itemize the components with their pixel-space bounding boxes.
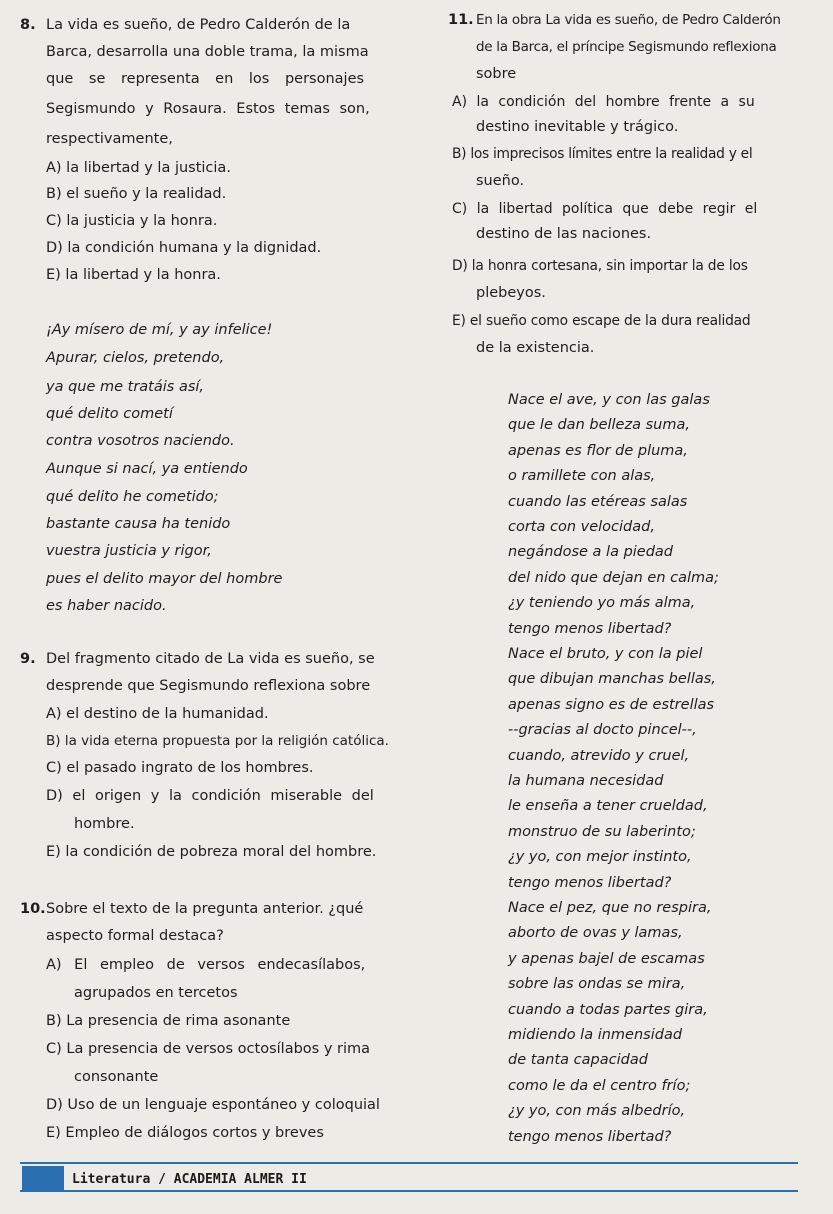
option-b[interactable]: B) los imprecisos límites entre la realidad y el bbox=[452, 146, 753, 162]
option-a[interactable]: A) la libertad y la justicia. bbox=[46, 160, 231, 176]
option-d[interactable]: D) la condición humana y la dignidad. bbox=[46, 240, 322, 256]
footer-rule-bottom bbox=[20, 1190, 798, 1192]
poem-line: apenas es flor de pluma, bbox=[508, 442, 688, 459]
poem-line: monstruo de su laberinto; bbox=[508, 823, 696, 840]
question-text-line: desprende que Segismundo reflexiona sobre bbox=[46, 678, 371, 694]
poem-line: tengo menos libertad? bbox=[508, 874, 672, 891]
question-text-line: respectivamente, bbox=[46, 131, 173, 147]
poem-line: cuando las etéreas salas bbox=[508, 493, 688, 510]
option-d-continuation: plebeyos. bbox=[476, 285, 546, 301]
option-e[interactable]: E) la libertad y la honra. bbox=[46, 267, 221, 283]
poem-line: Aunque si nací, ya entiendo bbox=[46, 461, 248, 477]
option-a[interactable]: A) el destino de la humanidad. bbox=[46, 706, 269, 722]
question-text-line: que se representa en los personajes bbox=[46, 71, 365, 87]
poem-line: cuando a todas partes gira, bbox=[508, 1001, 708, 1018]
poem-line: apenas signo es de estrellas bbox=[508, 696, 715, 713]
question-text-line: de la Barca, el príncipe Segismundo reflexiona bbox=[476, 39, 777, 55]
poem-line: o ramillete con alas, bbox=[508, 468, 656, 485]
option-c[interactable]: C) la justicia y la honra. bbox=[46, 213, 218, 229]
poem-line: como le da el centro frío; bbox=[508, 1077, 691, 1094]
option-b[interactable]: B) La presencia de rima asonante bbox=[46, 1013, 291, 1029]
poem-line: qué delito he cometido; bbox=[46, 489, 219, 505]
poem-line: ¡Ay mísero de mí, y ay infelice! bbox=[46, 322, 273, 338]
poem-line: y apenas bajel de escamas bbox=[508, 950, 705, 967]
option-d[interactable]: D) el origen y la condición miserable del bbox=[46, 788, 374, 804]
question-text-line: En la obra La vida es sueño, de Pedro Calderón bbox=[476, 12, 781, 28]
option-b[interactable]: B) el sueño y la realidad. bbox=[46, 186, 227, 202]
poem-line: que le dan belleza suma, bbox=[508, 417, 690, 434]
poem-line: aborto de ovas y lamas, bbox=[508, 925, 683, 942]
question-text-line: La vida es sueño, de Pedro Calderón de la bbox=[46, 17, 351, 33]
poem-line: ya que me tratáis así, bbox=[46, 379, 205, 395]
poem-line: la humana necesidad bbox=[508, 773, 664, 789]
option-c-continuation: destino de las naciones. bbox=[476, 226, 652, 242]
poem-line: qué delito cometí bbox=[46, 406, 173, 422]
option-c[interactable]: C) el pasado ingrato de los hombres. bbox=[46, 760, 314, 776]
poem-line: tengo menos libertad? bbox=[508, 620, 672, 637]
option-b-continuation: sueño. bbox=[476, 173, 525, 189]
option-d[interactable]: D) la honra cortesana, sin importar la de los bbox=[452, 258, 748, 274]
option-e-continuation: de la existencia. bbox=[476, 340, 595, 356]
question-text-line: Segismundo y Rosaura. Estos temas son, bbox=[46, 101, 370, 117]
poem-line: vuestra justicia y rigor, bbox=[46, 543, 212, 559]
poem-line: le enseña a tener crueldad, bbox=[508, 798, 708, 815]
option-d-continuation: hombre. bbox=[74, 816, 135, 832]
poem-line: ¿y yo, con más albedrío, bbox=[508, 1103, 686, 1120]
poem-line: que dibujan manchas bellas, bbox=[508, 671, 716, 688]
poem-line: Apurar, cielos, pretendo, bbox=[46, 350, 225, 366]
question-text-line: aspecto formal destaca? bbox=[46, 928, 224, 944]
footer-label: Literatura / ACADEMIA ALMER II bbox=[72, 1172, 307, 1187]
question-number: 8. bbox=[20, 17, 36, 33]
poem-line: cuando, atrevido y cruel, bbox=[508, 747, 690, 764]
option-e[interactable]: E) la condición de pobreza moral del hombre. bbox=[46, 844, 377, 860]
question-number: 11. bbox=[448, 12, 474, 28]
option-e[interactable]: E) el sueño como escape de la dura realidad bbox=[452, 313, 751, 329]
poem-line: --gracias al docto pincel--, bbox=[508, 722, 697, 739]
poem-line: contra vosotros naciendo. bbox=[46, 433, 235, 449]
poem-line: es haber nacido. bbox=[46, 598, 167, 614]
option-d[interactable]: D) Uso de un lenguaje espontáneo y coloquial bbox=[46, 1097, 380, 1113]
option-a-continuation: destino inevitable y trágico. bbox=[476, 119, 679, 135]
option-a-continuation: agrupados en tercetos bbox=[74, 985, 238, 1001]
option-e[interactable]: E) Empleo de diálogos cortos y breves bbox=[46, 1125, 324, 1141]
poem-line: de tanta capacidad bbox=[508, 1052, 648, 1069]
poem-line: ¿y yo, con mejor instinto, bbox=[508, 849, 692, 866]
poem-line: del nido que dejan en calma; bbox=[508, 569, 719, 586]
poem-line: negándose a la piedad bbox=[508, 544, 674, 561]
question-text-line: Del fragmento citado de La vida es sueño, se bbox=[46, 651, 375, 667]
poem-line: sobre las ondas se mira, bbox=[508, 976, 686, 993]
poem-line: pues el delito mayor del hombre bbox=[46, 571, 283, 587]
poem-line: Nace el bruto, y con la piel bbox=[508, 646, 703, 662]
poem-line: Nace el pez, que no respira, bbox=[508, 900, 712, 916]
option-c[interactable]: C) La presencia de versos octosílabos y rima bbox=[46, 1041, 371, 1057]
question-text-line: sobre bbox=[476, 66, 517, 82]
option-b[interactable]: B) la vida eterna propuesta por la religión católica. bbox=[46, 733, 389, 749]
poem-line: midiendo la inmensidad bbox=[508, 1027, 683, 1043]
option-c[interactable]: C) la libertad política que debe regir el bbox=[452, 201, 758, 217]
poem-line: tengo menos libertad? bbox=[508, 1128, 672, 1145]
option-a[interactable]: A) El empleo de versos endecasílabos, bbox=[46, 957, 366, 973]
option-a[interactable]: A) la condición del hombre frente a su bbox=[452, 94, 755, 110]
question-number: 10. bbox=[20, 901, 46, 917]
poem-line: ¿y teniendo yo más alma, bbox=[508, 595, 696, 612]
poem-line: Nace el ave, y con las galas bbox=[508, 392, 710, 408]
question-number: 9. bbox=[20, 651, 36, 667]
footer-accent-bar bbox=[22, 1166, 64, 1190]
footer-rule-top bbox=[20, 1162, 798, 1164]
question-text-line: Barca, desarrolla una doble trama, la misma bbox=[46, 44, 369, 60]
question-text-line: Sobre el texto de la pregunta anterior. ¿qué bbox=[46, 901, 364, 917]
poem-line: corta con velocidad, bbox=[508, 519, 655, 535]
option-c-continuation: consonante bbox=[74, 1069, 159, 1085]
poem-line: bastante causa ha tenido bbox=[46, 516, 231, 532]
